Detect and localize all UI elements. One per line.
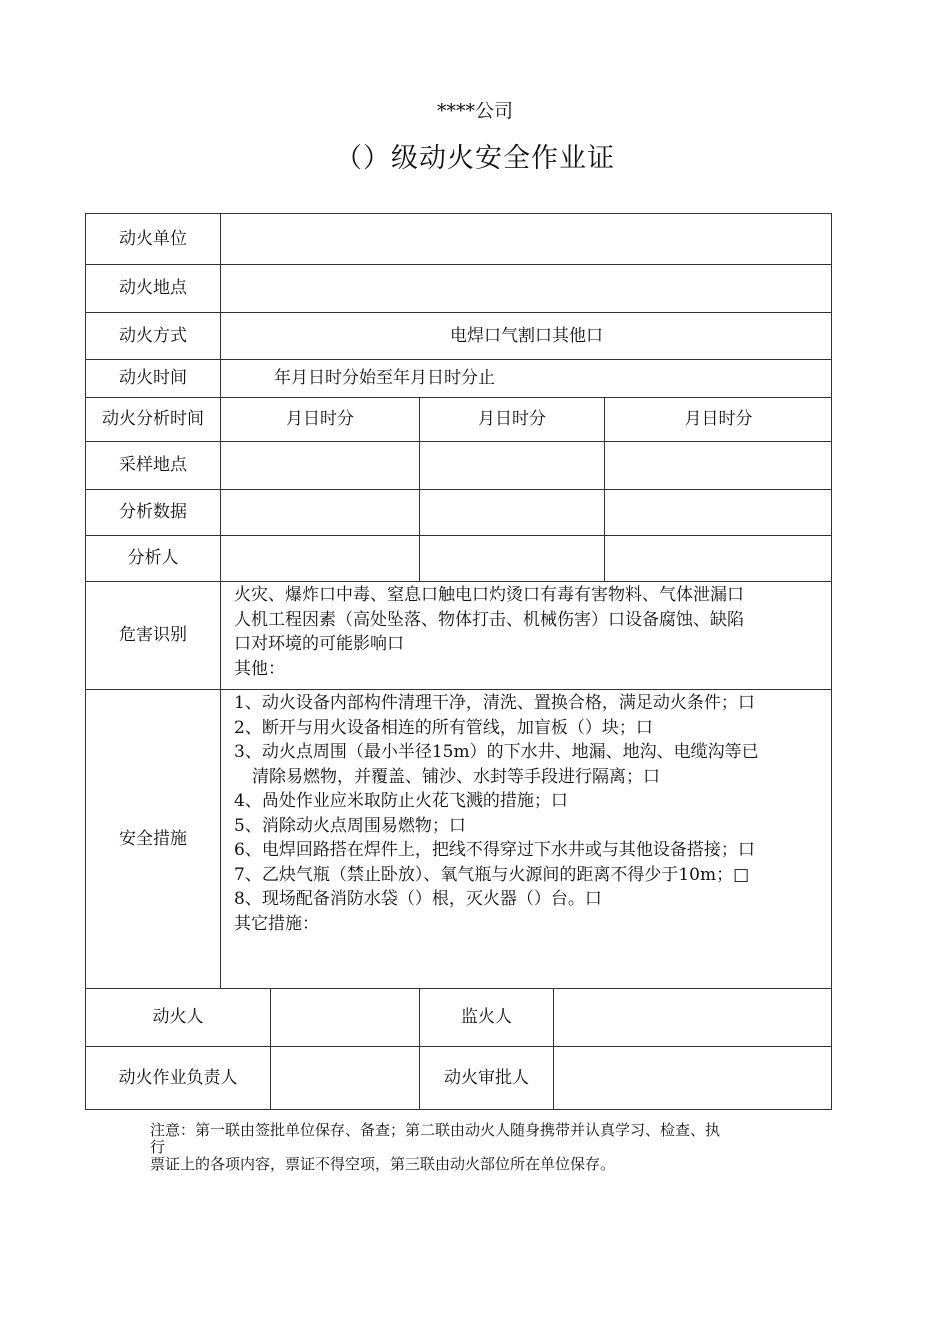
measure-item: 2、断开与用火设备相连的所有管线，加盲板（）块；口 bbox=[234, 717, 653, 738]
note-line: 票证上的各项内容，票证不得空项，第三联由动火部位所在单位保存。 bbox=[150, 1155, 616, 1173]
supervisor-label: 动火作业负责人 bbox=[118, 1068, 238, 1088]
measure-item: 5、消除动火点周围易燃物；口 bbox=[234, 815, 466, 836]
method-options[interactable]: 电焊口气割口其他口 bbox=[450, 325, 603, 346]
hazard-line: 口对环境的可能影响口 bbox=[234, 634, 404, 654]
time-range-field[interactable]: 年月日时分始至年月日时分止 bbox=[274, 368, 495, 388]
location-field[interactable] bbox=[221, 265, 832, 312]
data-field-1[interactable] bbox=[221, 490, 419, 535]
approver-label: 动火审批人 bbox=[444, 1068, 529, 1088]
hazard-content[interactable] bbox=[234, 583, 829, 681]
analyst-field-3[interactable] bbox=[605, 536, 832, 581]
analyst-label: 分析人 bbox=[127, 548, 179, 568]
sampling-field-3[interactable] bbox=[605, 442, 832, 489]
supervisor-field[interactable] bbox=[271, 1047, 419, 1110]
measure-item: 7、乙炔气瓶（禁止卧放）、氧气瓶与火源间的距离不得少于10m；□ bbox=[234, 864, 750, 885]
watcher-field[interactable] bbox=[554, 989, 832, 1046]
measure-item: 6、电焊回路搭在焊件上，把线不得穿过下水井或与其他设备搭接；口 bbox=[234, 840, 755, 860]
hazard-line: 人机工程因素（高处坠落、物体打击、机械伤害）口设备腐蚀、缺陷 bbox=[234, 609, 744, 630]
approver-field[interactable] bbox=[554, 1047, 832, 1110]
measure-item: 8、现场配备消防水袋（）根，灭火器（）台。口 bbox=[234, 889, 602, 909]
measures-label: 安全措施 bbox=[119, 828, 187, 849]
analyst-field-2[interactable] bbox=[420, 536, 604, 581]
footer-note bbox=[150, 1122, 720, 1173]
operator-label: 动火人 bbox=[152, 1007, 204, 1027]
measure-item: 1、动火设备内部构件清理干净，清洗、置换合格，满足动火条件；口 bbox=[234, 693, 755, 713]
permit-title: （）级动火安全作业证 bbox=[335, 143, 615, 174]
measure-item: 4、咼处作业应米取防止火花飞溅的措施；口 bbox=[234, 791, 568, 811]
data-field-2[interactable] bbox=[420, 490, 604, 535]
unit-field[interactable] bbox=[221, 214, 832, 264]
measure-item: 3、动火点周围（最小半径15m）的下水井、地漏、地沟、电缆沟等已 bbox=[234, 742, 759, 762]
hazard-line: 火灾、爆炸口中毒、窒息口触电口灼烫口有毒有害物料、气体泄漏口 bbox=[234, 585, 744, 605]
hazard-other: 其他： bbox=[234, 658, 285, 679]
sampling-location-label: 采样地点 bbox=[119, 455, 187, 475]
hazard-label: 危害识别 bbox=[119, 625, 187, 645]
analyst-field-1[interactable] bbox=[221, 536, 419, 581]
time-label: 动火时间 bbox=[119, 368, 187, 388]
company-name: ****公司 bbox=[436, 100, 513, 122]
data-field-3[interactable] bbox=[605, 490, 832, 535]
analysis-data-label: 分析数据 bbox=[119, 502, 187, 522]
analysis-time-2[interactable]: 月日时分 bbox=[478, 409, 546, 429]
method-label: 动火方式 bbox=[119, 325, 187, 346]
analysis-time-1[interactable]: 月日时分 bbox=[286, 409, 354, 429]
location-label: 动火地点 bbox=[119, 278, 187, 298]
measures-content[interactable] bbox=[234, 691, 829, 936]
note-line: 注意：第一联由签批单位保存、备查；第二联由动火人随身携带并认真学习、检查、执 bbox=[150, 1121, 721, 1139]
sampling-field-1[interactable] bbox=[221, 442, 419, 489]
analysis-time-3[interactable]: 月日时分 bbox=[684, 409, 753, 429]
measure-item-continuation: 清除易燃物，并覆盖、铺沙、水封等手段进行隔离；口 bbox=[252, 766, 660, 787]
sampling-field-2[interactable] bbox=[420, 442, 604, 489]
permit-form-table bbox=[85, 213, 832, 1110]
operator-field[interactable] bbox=[271, 989, 419, 1046]
watcher-label: 监火人 bbox=[461, 1007, 512, 1027]
note-line: 行 bbox=[150, 1138, 166, 1156]
analysis-time-label: 动火分析时间 bbox=[102, 409, 204, 429]
unit-label: 动火单位 bbox=[119, 228, 187, 249]
other-measures: 其它措施： bbox=[234, 913, 319, 934]
